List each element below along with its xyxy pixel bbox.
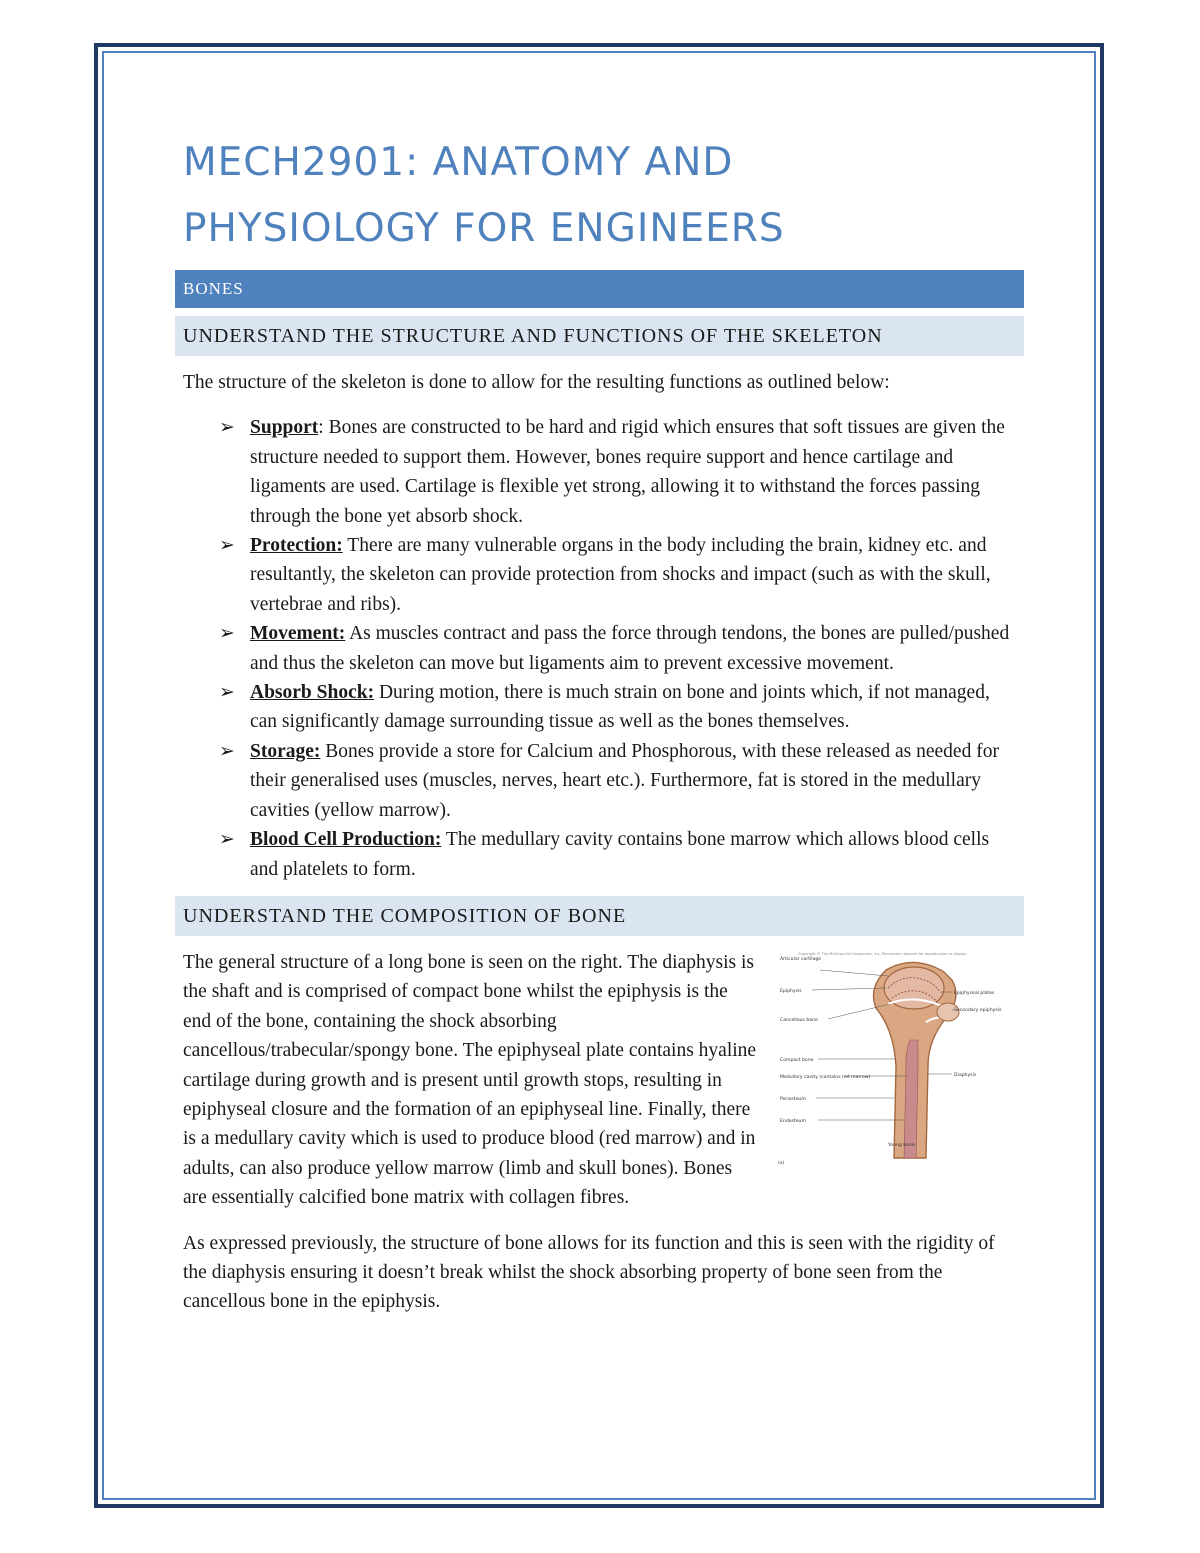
label-diaphysis: Diaphysis (954, 1072, 977, 1078)
document-title (175, 130, 1024, 262)
bullet-separator: : (318, 417, 324, 439)
arrow-bullet-icon: ➢ (219, 416, 235, 439)
label-young-bone: Young bone (888, 1142, 915, 1148)
label-medullary-cavity: Medullary cavity (contains red marrow) (780, 1074, 871, 1080)
bullet-term: Blood Cell Production: (250, 829, 442, 851)
document-body (175, 130, 1024, 1317)
figure-copyright: Copyright © The McGraw-Hill Companies, Inc. Permission required for reproduction or display. (798, 951, 967, 956)
list-item (175, 531, 1024, 619)
label-epiphysis: Epiphysis (780, 988, 802, 994)
arrow-bullet-icon: ➢ (219, 534, 235, 557)
list-item (175, 825, 1024, 884)
label-compact-bone: Compact bone (780, 1057, 814, 1063)
bullet-term: Absorb Shock: (250, 682, 375, 704)
arrow-bullet-icon: ➢ (219, 739, 235, 762)
bullet-text: Bones are constructed to be hard and rigid which ensures that soft tissues are given the structure needed to support them. However, bones require support and hence cartilage and ligaments are used. Cartilage is flexible yet strong, allowing it to withstand the forces passing through the bone yet absorb shock. (250, 417, 1005, 527)
long-bone-diagram (776, 948, 1024, 1170)
label-endosteum: Endosteum (780, 1118, 806, 1124)
bullet-text: There are many vulnerable organs in the body including the brain, kidney etc. and resultantly, the skeleton can provide protection from shocks and impact (such as with the skull, vertebrae and ribs). (250, 535, 991, 615)
list-item (175, 413, 1024, 531)
section-heading-bones: BONES (175, 270, 1024, 308)
labels-right (954, 990, 1002, 1078)
label-articular-cartilage: Articular cartilage (780, 956, 822, 962)
composition-section (175, 948, 1024, 1317)
list-item (175, 619, 1024, 678)
arrow-bullet-icon: ➢ (219, 622, 235, 645)
label-periosteum: Periosteum (780, 1096, 806, 1102)
composition-paragraph-1: The general structure of a long bone is seen on the right. The diaphysis is the shaft and is comprised of compact bone whilst the epiphysis is the end of the bone, containing the shock absorbing cancellous/trabecular/spongy bone. The epiphyseal plate contains hyaline cartilage during growth and is present until growth stops, resulting in epiphyseal closure and the formation of an epiphyseal line. Finally, there is a medullary cavity which is used to produce blood (red marrow) and in adults, can also produce yellow marrow (limb and skull bones). Bones are essentially calcified bone matrix with collagen fibres. (183, 951, 757, 1209)
bullet-term: Support (250, 417, 319, 439)
bullet-term: Storage: (250, 740, 321, 762)
bullet-term: Movement: (250, 623, 346, 645)
subsection-heading-composition: UNDERSTAND THE COMPOSITION OF BONE (175, 896, 1024, 936)
label-epiphyseal-plates: Epiphyseal plates (954, 990, 995, 996)
bullet-term: Protection: (250, 535, 343, 557)
bullet-text: Bones provide a store for Calcium and Phosphorous, with these released as needed for their generalised uses (muscles, nerves, heart etc.). Furthermore, fat is stored in the medullary cavities (yellow marrow). (250, 740, 999, 821)
bullet-text: The medullary cavity contains bone marrow which allows blood cells and platelets to form. (250, 829, 990, 880)
composition-paragraph-2: As expressed previously, the structure of bone allows for its function and this is seen with the rigidity of the diaphysis ensuring it doesn’t break whilst the shock absorbing property of bone seen from the cancellous bone in the epiphysis. (183, 1232, 995, 1313)
label-cancellous-bone: Cancellous bone (780, 1017, 818, 1023)
title-line-2: PHYSIOLOGY FOR ENGINEERS (183, 206, 785, 251)
bullet-text: During motion, there is much strain on bone and joints which, if not managed, can significantly damage surrounding tissue as well as the bones themselves. (250, 682, 990, 733)
arrow-bullet-icon: ➢ (219, 681, 235, 704)
medullary-cavity (904, 1040, 918, 1158)
title-line-1: MECH2901: ANATOMY AND (183, 140, 734, 185)
arrow-bullet-icon: ➢ (219, 828, 235, 851)
list-item (175, 737, 1024, 825)
intro-paragraph: The structure of the skeleton is done to allow for the resulting functions as outlined below: (183, 372, 890, 393)
functions-list (175, 413, 1024, 884)
label-secondary-epiphysis: Secondary epiphysis (954, 1007, 1002, 1013)
figure-panel-letter: (a) (778, 1160, 785, 1166)
list-item (175, 678, 1024, 737)
subsection-heading-structure: UNDERSTAND THE STRUCTURE AND FUNCTIONS OF THE SKELETON (175, 316, 1024, 356)
labels-left (780, 956, 871, 1124)
bullet-text: As muscles contract and pass the force through tendons, the bones are pulled/pushed and thus the skeleton can move but ligaments aim to prevent excessive movement. (250, 623, 1010, 674)
